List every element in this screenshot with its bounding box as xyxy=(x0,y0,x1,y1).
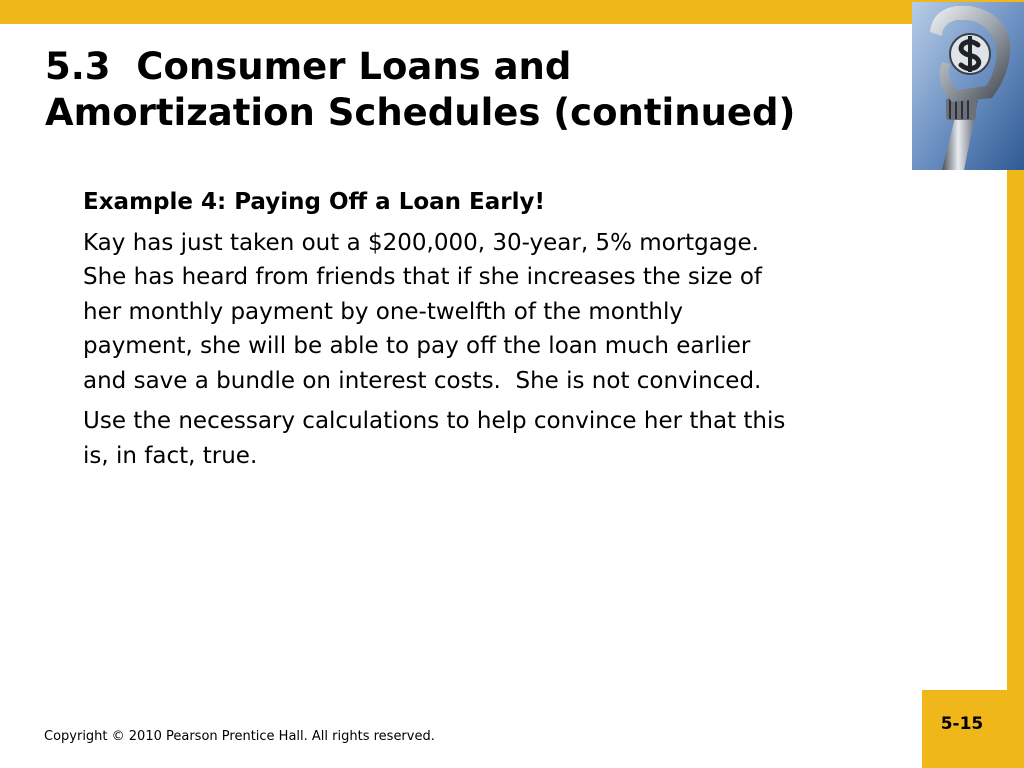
paragraph-line: Use the necessary calculations to help convince her that this xyxy=(83,408,786,434)
paragraph-line: is, in fact, true. xyxy=(83,442,258,469)
slide-title-line-2: Amortization Schedules (continued) xyxy=(45,91,796,134)
page-number: 5-15 xyxy=(940,714,984,734)
slide-body xyxy=(83,185,983,479)
paragraph-line: and save a bundle on interest costs. She is not convinced. xyxy=(83,367,762,394)
paragraph-line: Kay has just taken out a $200,000, 30-year, 5% mortgage. xyxy=(83,229,759,256)
slide-title-line-1: 5.3 Consumer Loans and xyxy=(45,45,572,88)
top-accent-bar xyxy=(0,0,1024,24)
paragraph-line: payment, she will be able to pay off the loan much earlier xyxy=(83,333,751,359)
paragraph-problem xyxy=(83,226,983,399)
wrench-dollar-icon xyxy=(912,2,1024,170)
example-heading: Example 4: Paying Off a Loan Early! xyxy=(83,189,545,215)
paragraph-task xyxy=(83,404,983,473)
slide-title xyxy=(45,44,905,136)
copyright-notice: Copyright © 2010 Pearson Prentice Hall. All rights reserved. xyxy=(44,729,435,744)
paragraph-line: She has heard from friends that if she increases the size of xyxy=(83,264,762,290)
paragraph-line: her monthly payment by one-twelfth of the monthly xyxy=(83,298,683,325)
